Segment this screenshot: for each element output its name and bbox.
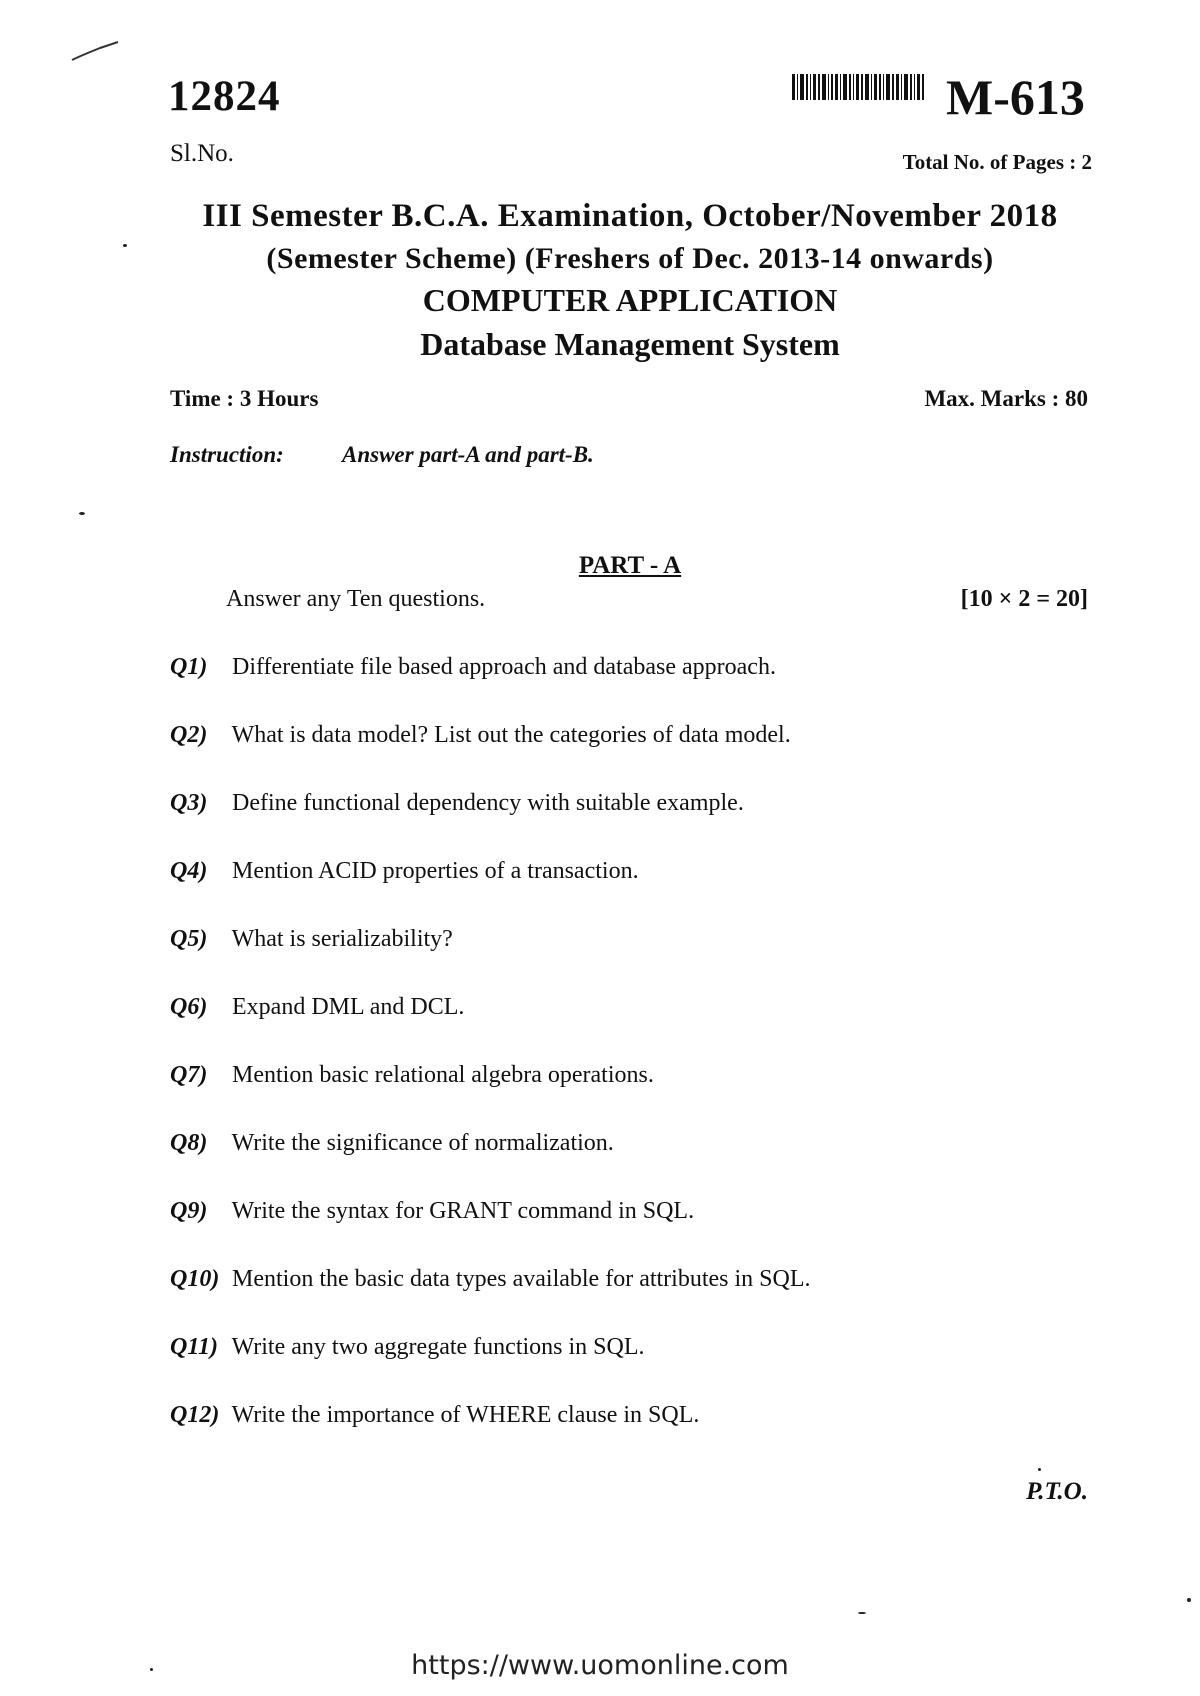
pto-label: P.T.O. (1026, 1478, 1088, 1505)
paper-code: M-613 (946, 69, 1085, 125)
question-number: Q3) (170, 790, 208, 816)
question-number: Q1) (170, 654, 208, 680)
question-text: Mention ACID properties of a transaction. (232, 858, 639, 884)
part-a-directive: Answer any Ten questions. (226, 586, 486, 612)
part-a-heading-text: PART - A (578, 552, 682, 579)
question-text: Differentiate file based approach and database approach. (232, 654, 776, 680)
question-text: What is serializability? (231, 926, 453, 952)
question-6 (170, 994, 464, 1021)
question-11 (170, 1334, 645, 1361)
code-number: 12824 (168, 73, 281, 120)
question-4 (170, 858, 639, 885)
instruction-label: Instruction: (170, 442, 284, 467)
paper-title: Database Management System (420, 326, 840, 362)
question-number: Q2) (170, 722, 208, 748)
question-text: Expand DML and DCL. (232, 994, 465, 1020)
question-number: Q7) (170, 1062, 208, 1088)
question-number: Q5) (170, 926, 208, 952)
footer-url: https://www.uomonline.com (411, 1650, 789, 1681)
question-3 (170, 790, 744, 817)
question-number: Q6) (170, 994, 208, 1020)
question-text: Mention the basic data types available for attributes in SQL. (232, 1266, 811, 1292)
question-text: Write the significance of normalization. (231, 1130, 614, 1156)
scan-speck (858, 1612, 866, 1614)
instruction-text: Answer part-A and part-B. (342, 442, 594, 467)
question-number: Q12) (170, 1402, 220, 1428)
total-pages: Total No. of Pages : 2 (902, 150, 1092, 174)
question-7 (170, 1062, 654, 1089)
question-text: Write any two aggregate functions in SQL. (231, 1334, 645, 1360)
part-a-marks: [10 × 2 = 20] (960, 586, 1088, 612)
question-5 (170, 926, 453, 953)
subject-title: COMPUTER APPLICATION (422, 282, 838, 318)
question-text: Define functional dependency with suitable example. (232, 790, 744, 816)
sl-no-label: Sl.No. (170, 140, 234, 167)
question-8 (170, 1130, 614, 1157)
question-number: Q8) (170, 1130, 208, 1156)
question-10 (170, 1266, 811, 1293)
question-text: Write the importance of WHERE clause in SQL. (231, 1402, 700, 1428)
scan-speck (150, 1668, 153, 1671)
scan-speck (1187, 1598, 1191, 1602)
question-12 (170, 1402, 699, 1429)
question-text: Mention basic relational algebra operations. (232, 1062, 654, 1088)
question-number: Q10) (170, 1266, 220, 1292)
exam-time: Time : 3 Hours (170, 386, 319, 411)
question-9 (170, 1198, 694, 1225)
question-text: What is data model? List out the categories of data model. (231, 722, 791, 748)
scan-speck (123, 244, 127, 247)
max-marks: Max. Marks : 80 (924, 386, 1088, 411)
part-a-heading (0, 552, 1200, 580)
question-number: Q9) (170, 1198, 208, 1224)
question-text: Write the syntax for GRANT command in SQL. (231, 1198, 695, 1224)
barcode-icon (792, 74, 924, 100)
pen-mark-icon (70, 38, 120, 64)
question-2 (170, 722, 791, 749)
exam-scheme: (Semester Scheme) (Freshers of Dec. 2013-14 onwards) (266, 242, 994, 275)
scan-speck (1038, 1468, 1041, 1471)
scan-speck (79, 512, 85, 515)
question-number: Q4) (170, 858, 208, 884)
exam-title: III Semester B.C.A. Examination, October/November 2018 (202, 198, 1058, 234)
question-number: Q11) (170, 1334, 218, 1360)
question-1 (170, 654, 776, 681)
